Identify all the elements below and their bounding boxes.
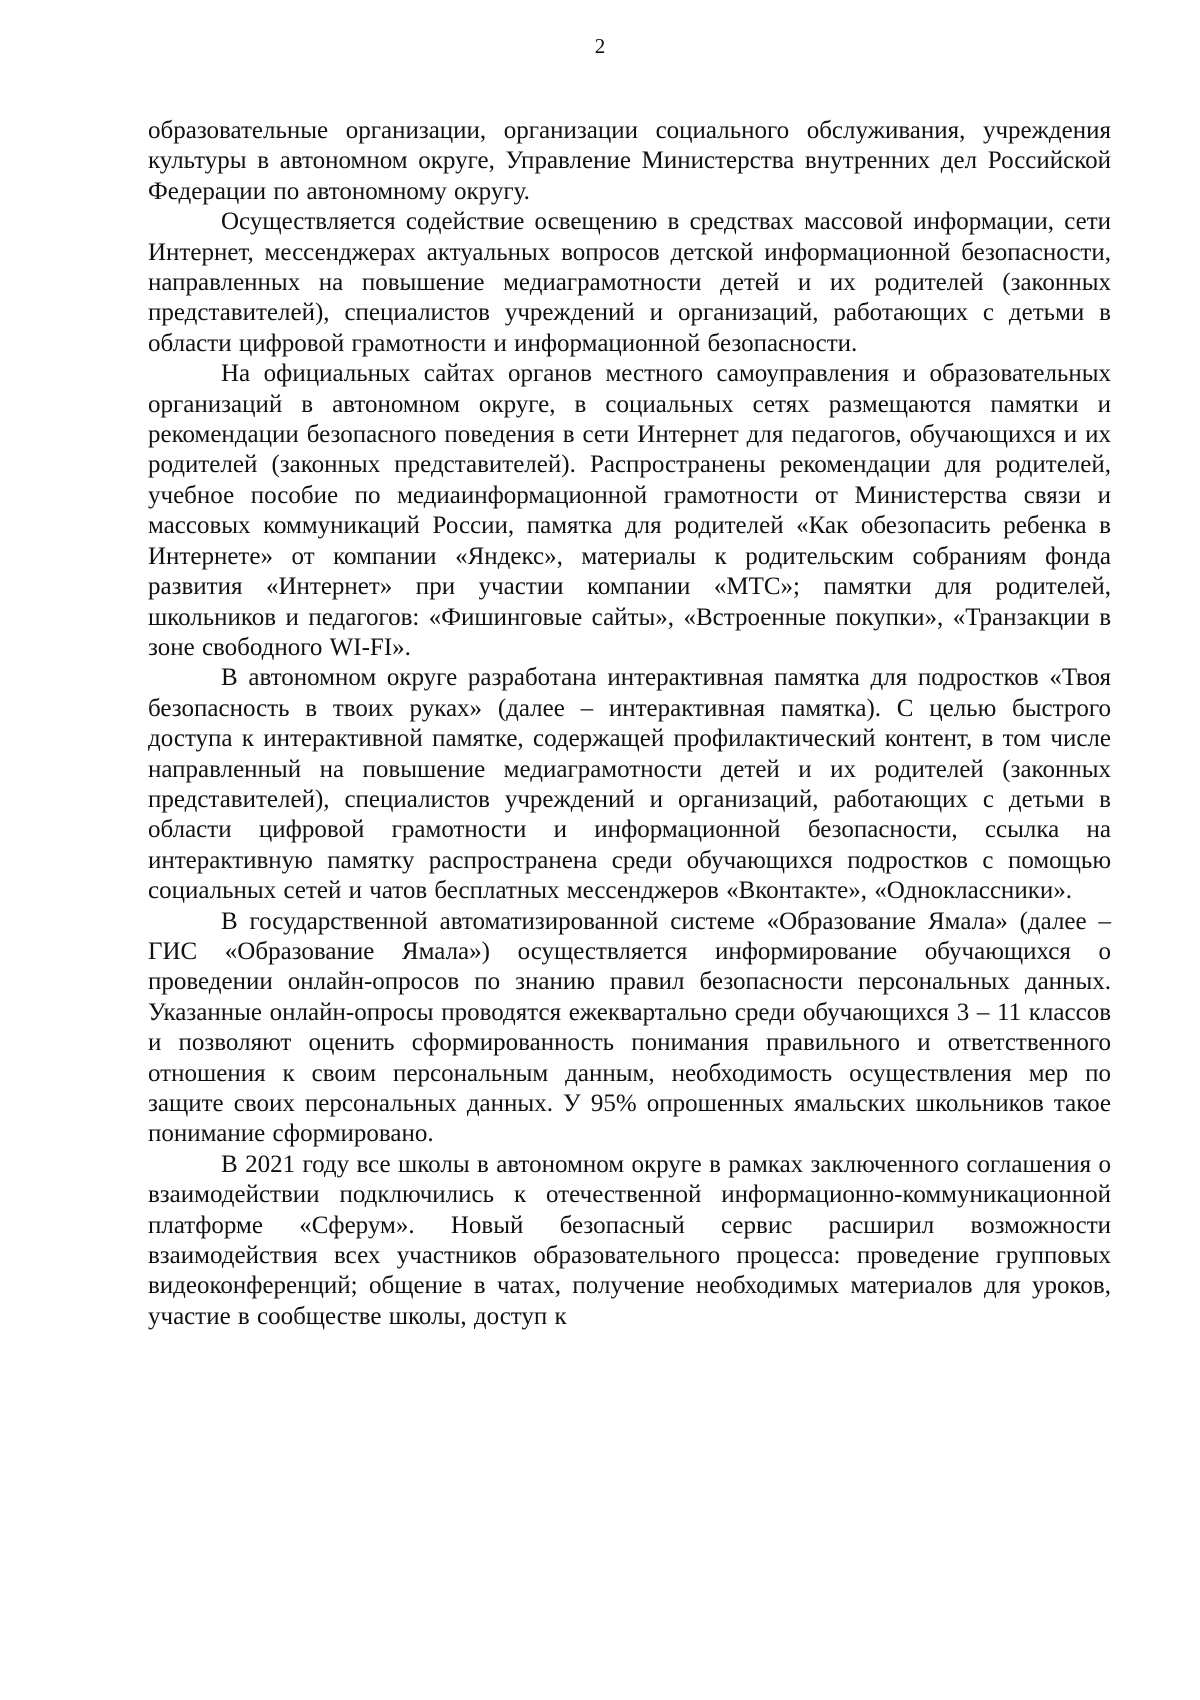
paragraph-gis-education: В государственной автоматизированной системе «Образование Ямала» (далее – ГИС «Образование Ямала») осуществляется информирование обучающихся о проведении онлайн-опросов по знанию правил безопасности персональных данных. Указанные онлайн-опросы проводятся ежеквартально среди обучающихся 3 – 11 классов и позволяют оценить сформированность понимания правильного и ответственного отношения к своим персональным данным, необходимость осуществления мер по защите своих персональных данных. У 95% опрошенных ямальских школьников такое понимание сформировано. [148, 907, 1111, 1148]
document-body [148, 116, 1111, 1332]
paragraph-continuation: образовательные организации, организации социального обслуживания, учреждения культуры в автономном округе, Управление Министерства внутренних дел Российской Федерации по автономному округу. [148, 117, 1111, 205]
paragraph-official-sites: На официальных сайтах органов местного самоуправления и образовательных организаций в автономном округе, в социальных сетях размещаются памятки и рекомендации безопасного поведения в сети Интернет для педагогов, обучающихся и их родителей (законных представителей). Распространены рекомендации для родителей, учебное пособие по медиаинформационной грамотности от Министерства связи и массовых коммуникаций России, памятка для родителей «Как обезопасить ребенка в Интернете» от компании «Яндекс», материалы к родительским собраниям фонда развития «Интернет» при участии компании «МТС»; памятки для родителей, школьников и педагогов: «Фишинговые сайты», «Встроенные покупки», «Транзакции в зоне свободного WI-FI». [148, 360, 1111, 661]
page-number: 2 [594, 34, 606, 58]
paragraph-interactive-memo: В автономном округе разработана интерактивная памятка для подростков «Твоя безопасность в твоих руках» (далее – интерактивная памятка). С целью быстрого доступа к интерактивной памятке, содержащей профилактический контент, в том числе направленный на повышение медиаграмотности детей и их родителей (законных представителей), специалистов учреждений и организаций, работающих с детьми в области цифровой грамотности и информационной безопасности, ссылка на интерактивную памятку распространена среди обучающихся подростков с помощью социальных сетей и чатов бесплатных мессенджеров «Вконтакте», «Одноклассники». [148, 664, 1111, 905]
paragraph-sferum: В 2021 году все школы в автономном округе в рамках заключенного соглашения о взаимодействии подключились к отечественной информационно-коммуникационной платформе «Сферум». Новый безопасный сервис расширил возможности взаимодействия всех участников образовательного процесса: проведение групповых видеоконференций; общение в чатах, получение необходимых материалов для уроков, участие в сообществе школы, доступ к [148, 1150, 1111, 1330]
paragraph-media-coverage: Осуществляется содействие освещению в средствах массовой информации, сети Интернет, мессенджерах актуальных вопросов детской информационной безопасности, направленных на повышение медиаграмотности детей и их родителей (законных представителей), специалистов учреждений и организаций, работающих с детьми в области цифровой грамотности и информационной безопасности. [148, 208, 1111, 357]
